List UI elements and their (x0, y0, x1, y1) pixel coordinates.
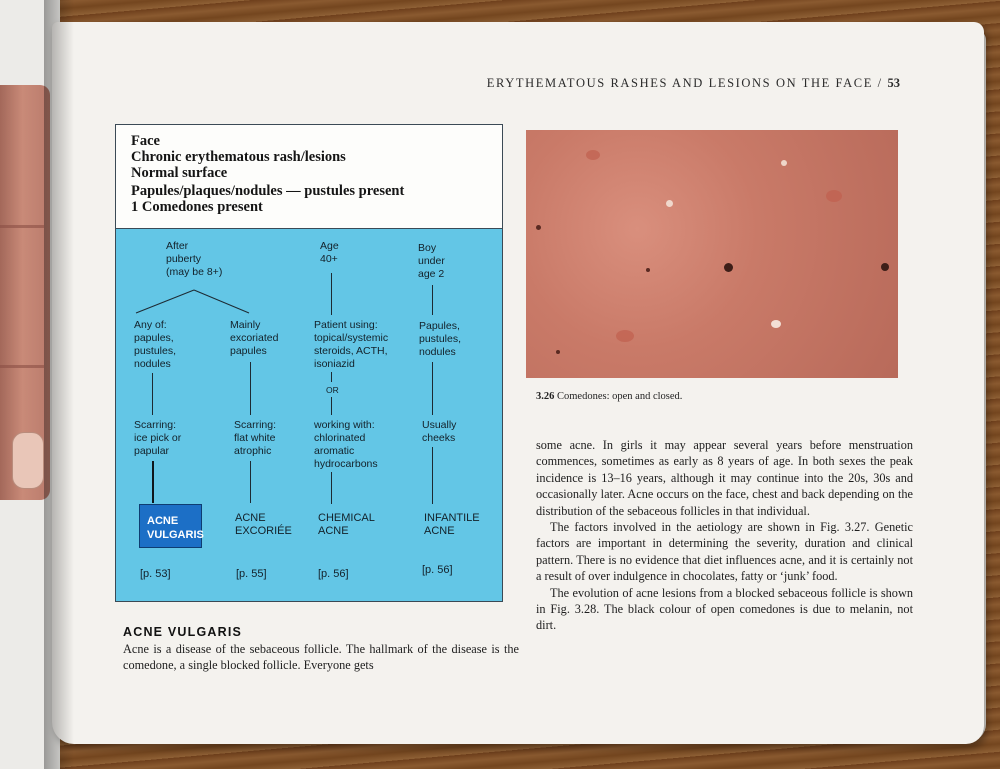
acne-vulgaris-box (139, 504, 202, 548)
header-line: Normal surface (131, 165, 228, 181)
red-spot (616, 330, 634, 342)
age-40-node: Age 40+ (320, 240, 339, 265)
connector-line (432, 447, 433, 504)
comedones-photo (526, 130, 898, 378)
page-ref: [p. 56] (422, 564, 453, 576)
connector-line-bold (152, 461, 154, 503)
finger-crease (0, 225, 44, 228)
paragraph: The evolution of acne lesions from a blocked sebaceous follicle is shown in Fig. 3.28. The black colour of open comedones is due to melanin, not dirt. (536, 585, 913, 633)
connector-line (152, 373, 153, 415)
comedone (556, 350, 560, 354)
header-line: Chronic erythematous rash/lesions (131, 149, 346, 165)
running-head (460, 76, 900, 91)
connector-line (331, 397, 332, 415)
any-of-node: Any of: papules, pustules, nodules (134, 319, 177, 370)
connector-line (331, 372, 332, 382)
comedone (781, 160, 787, 166)
red-spot (586, 150, 600, 160)
connector-line (432, 362, 433, 415)
figure-caption (536, 391, 682, 402)
left-column-text (123, 641, 519, 674)
connector-line (250, 362, 251, 415)
header-line: Papules/plaques/nodules — pustules present (131, 183, 405, 199)
chemical-acne-label: CHEMICAL ACNE (318, 512, 375, 537)
after-puberty-node: After puberty (may be 8+) (166, 240, 223, 278)
paragraph: Acne is a disease of the sebaceous follicle. The hallmark of the disease is the comedone, a single blocked follicle. Everyone gets (123, 642, 519, 673)
finger-crease (0, 365, 44, 368)
or-label: OR (326, 385, 339, 395)
comedone (666, 200, 673, 207)
acne-vulgaris-label: ACNE VULGARIS (147, 515, 204, 541)
connector-line (250, 461, 251, 503)
flowchart-body (116, 229, 502, 601)
working-with-node: working with: chlorinated aromatic hydrocarbons (314, 419, 378, 470)
infantile-acne-label: INFANTILE ACNE (424, 512, 480, 537)
page-ref: [p. 53] (140, 568, 171, 580)
acne-flowchart (115, 124, 503, 602)
figure-caption-text: Comedones: open and closed. (557, 391, 683, 402)
comedone (771, 320, 781, 328)
paragraph: some acne. In girls it may appear several years before menstruation commences, sometimes as early as 8 years of age. In both sexes the peak incidence is 13–16 years, although it may continue into the 20s, 30s and occasionally later. Acne occurs on the face, chest and back depending on the distribution of the sebaceous follicles in that individual. (536, 438, 913, 518)
usually-cheeks-node: Usually cheeks (422, 419, 457, 444)
connector-line (331, 472, 332, 504)
scarring-icepick-node: Scarring: ice pick or papular (134, 419, 182, 457)
paragraph: The factors involved in the aetiology are shown in Fig. 3.27. Genetic factors are important in determining the severity, duration and clinical pattern. There is no evidence that diet influences acne, and it is certainly not a result of over indulgence in chocolates, fatty or ‘junk’ food. (536, 520, 913, 584)
page-number: 53 (887, 76, 900, 90)
right-column-text (536, 437, 913, 634)
red-spot (826, 190, 842, 202)
fingernail (12, 432, 44, 489)
header-line: Face (131, 133, 160, 149)
figure-number: 3.26 (536, 391, 555, 402)
comedone (536, 225, 541, 230)
page-ref: [p. 56] (318, 568, 349, 580)
scarring-flat-node: Scarring: flat white atrophic (234, 419, 277, 457)
connector-line (432, 285, 433, 315)
page-ref: [p. 55] (236, 568, 267, 580)
boy-under-2-node: Boy under age 2 (418, 242, 445, 280)
comedone (881, 263, 889, 271)
section-heading: ACNE VULGARIS (123, 625, 243, 639)
header-line: 1 Comedones present (131, 199, 263, 215)
mainly-excoriated-node: Mainly excoriated papules (230, 319, 279, 357)
comedone (724, 263, 733, 272)
flowchart-header (116, 125, 502, 229)
papules-pustules-node: Papules, pustules, nodules (419, 320, 462, 358)
running-head-title: ERYTHEMATOUS RASHES AND LESIONS ON THE FACE / (486, 76, 883, 90)
connector-line (331, 273, 332, 315)
patient-using-node: Patient using: topical/systemic steroids, ACTH, isoniazid (314, 319, 389, 370)
comedone (646, 268, 650, 272)
spine-shadow (44, 0, 74, 769)
acne-excoriee-label: ACNE EXCORIÉE (235, 512, 292, 537)
